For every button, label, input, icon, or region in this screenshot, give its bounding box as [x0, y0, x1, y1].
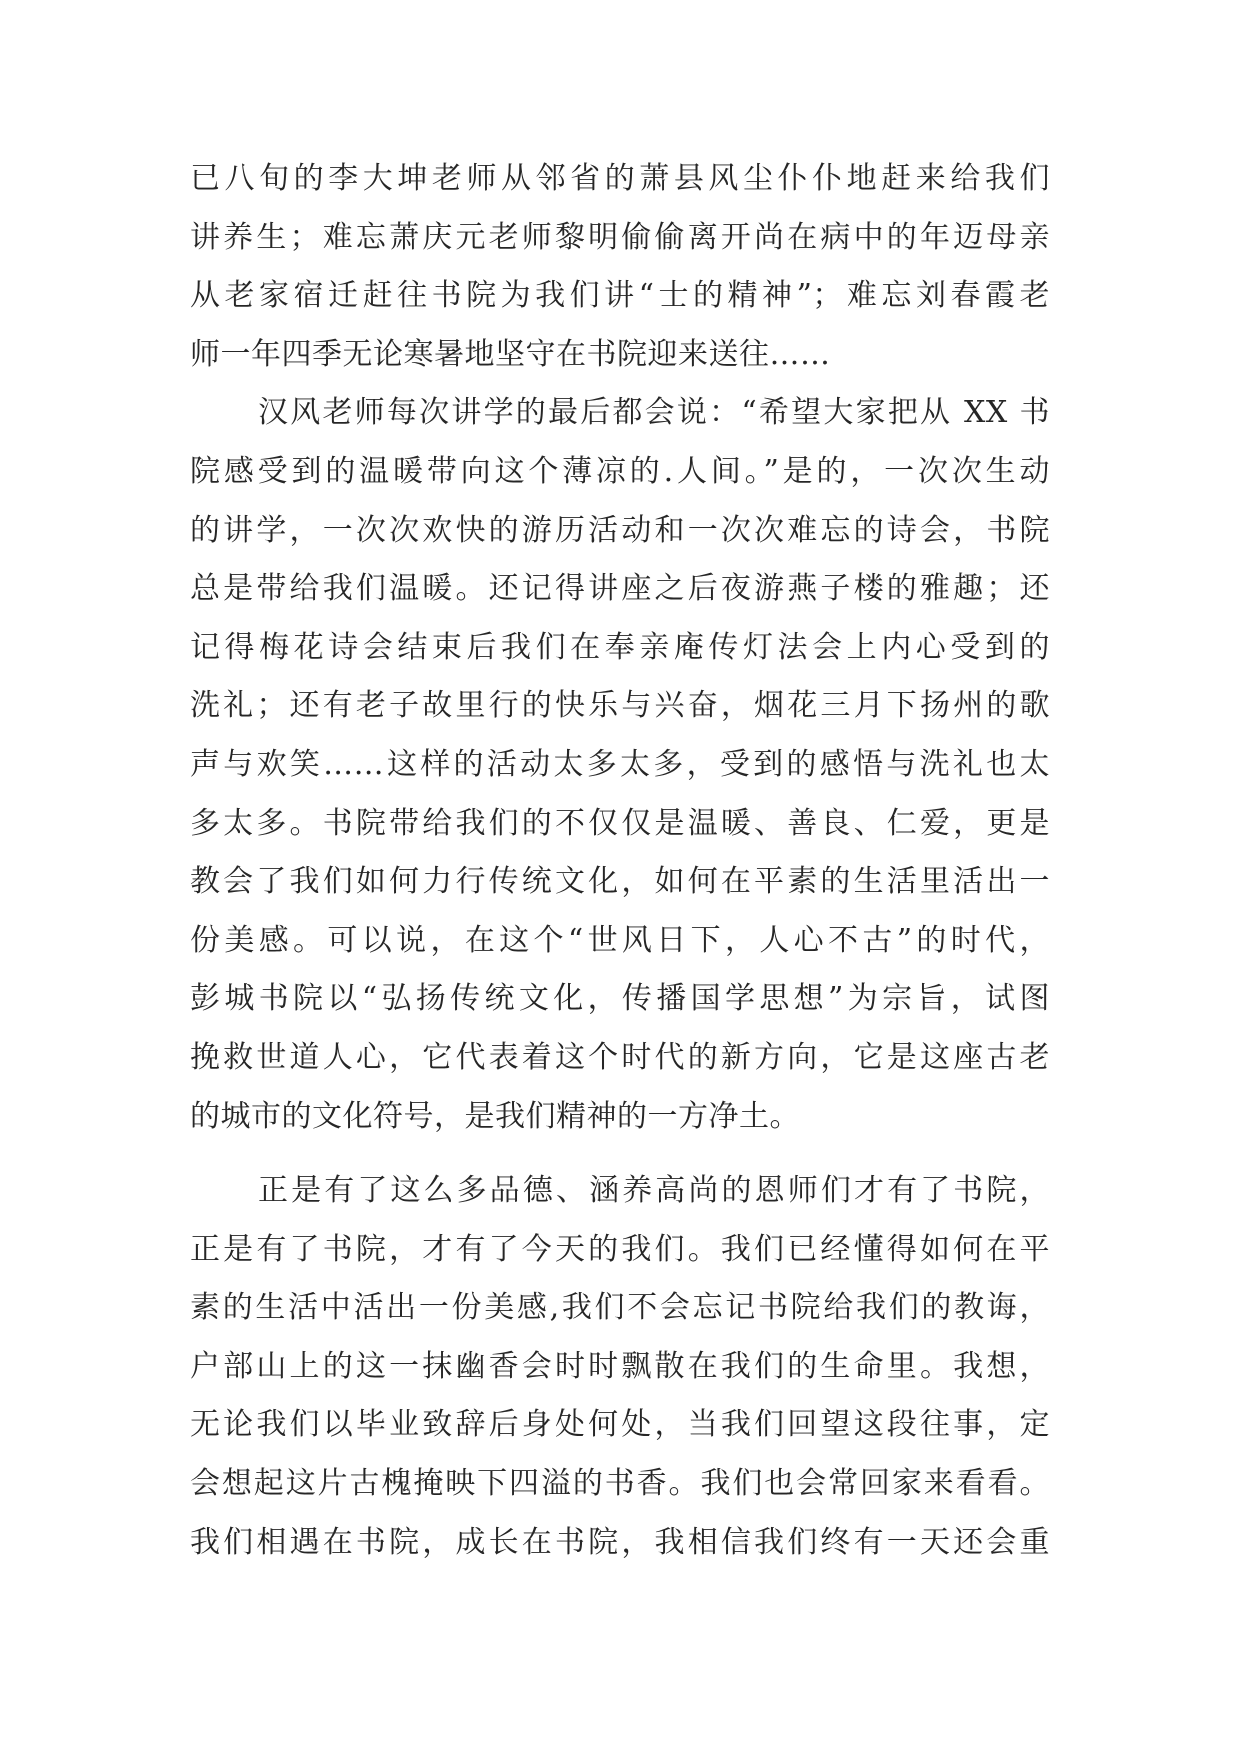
text-line: 总是带给我们温暖。还记得讲座之后夜游燕子楼的雅趣；还 — [190, 571, 1050, 607]
text-line: 师一年四季无论寒暑地坚守在书院迎来送往…… — [190, 336, 831, 372]
text-line: 的城市的文化符号，是我们精神的一方净土。 — [190, 1098, 800, 1134]
text-line: 已八旬的李大坤老师从邻省的萧县风尘仆仆地赶来给我们 — [190, 161, 1050, 196]
text-line: 我们相遇在书院，成长在书院，我相信我们终有一天还会重 — [190, 1524, 1050, 1560]
text-line: 素的生活中活出一份美感,我们不会忘记书院给我们的教诲， — [190, 1290, 1050, 1326]
text-line: 洗礼；还有老子故里行的快乐与兴奋，烟花三月下扬州的歌 — [190, 688, 1050, 724]
text-line: 正是有了书院，才有了今天的我们。我们已经懂得如何在平 — [190, 1231, 1050, 1267]
text-line: 从老家宿迁赶往书院为我们讲“士的精神”；难忘刘春霞老 — [190, 278, 1050, 314]
text-line: 无论我们以毕业致辞后身处何处，当我们回望这段往事，定 — [190, 1407, 1050, 1443]
text-line: 声与欢笑……这样的活动太多太多，受到的感悟与洗礼也太 — [190, 746, 1050, 782]
text-line: 正是有了这么多品德、涵养高尚的恩师们才有了书院， — [258, 1173, 1050, 1209]
text-line: 讲养生；难忘萧庆元老师黎明偷偷离开尚在病中的年迈母亲 — [190, 219, 1050, 255]
paragraph-2 — [190, 384, 1050, 1146]
text-line: 彭城书院以“弘扬传统文化，传播国学思想”为宗旨，试图 — [190, 981, 1050, 1017]
paragraph-1 — [190, 150, 1050, 384]
text-line: 教会了我们如何力行传统文化，如何在平素的生活里活出一 — [190, 864, 1050, 900]
document-body — [190, 150, 1050, 1572]
paragraph-spacer — [190, 1146, 1050, 1162]
text-line: 挽救世道人心，它代表着这个时代的新方向，它是这座古老 — [190, 1039, 1050, 1075]
paragraph-3 — [190, 1162, 1050, 1572]
text-line: 院感受到的温暖带向这个薄凉的.人间。”是的，一次次生动 — [190, 453, 1050, 489]
text-line: 多太多。书院带给我们的不仅仅是温暖、善良、仁爱，更是 — [190, 805, 1050, 841]
text-line: 户部山上的这一抹幽香会时时飘散在我们的生命里。我想， — [190, 1348, 1050, 1384]
text-line: 记得梅花诗会结束后我们在奉亲庵传灯法会上内心受到的 — [190, 629, 1050, 665]
text-line: 会想起这片古槐掩映下四溢的书香。我们也会常回家来看看。 — [190, 1466, 1050, 1502]
text-line: 的讲学，一次次欢快的游历活动和一次次难忘的诗会，书院 — [190, 512, 1050, 548]
text-line: 汉风老师每次讲学的最后都会说：“希望大家把从 XX 书 — [258, 395, 1050, 431]
text-line: 份美感。可以说，在这个“世风日下，人心不古”的时代， — [190, 922, 1050, 958]
